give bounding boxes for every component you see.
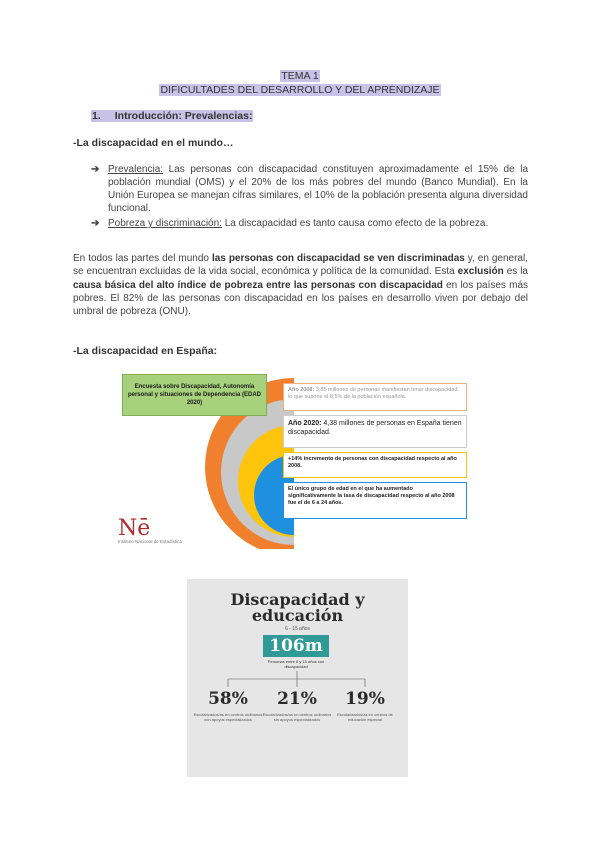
subheading-espana: -La discapacidad en España: — [73, 345, 218, 357]
subheading-mundo: -La discapacidad en el mundo… — [73, 137, 234, 149]
box-incremento: +14% incremento de personas con discapacidad respecto al año 2008. — [283, 452, 467, 478]
box-2008: Año 2008: 3,85 millones de personas manifiestan tener discapacidad lo que supone el 8,5% de la población española. — [283, 383, 467, 411]
stat-value: 58% — [208, 689, 248, 709]
total-desc: Personas entre 6 y 15 años con discapacidad — [267, 659, 325, 669]
stat-desc: Escolarizados/as en centros ordinarios sin apoyos especializados — [262, 712, 332, 722]
ine-logo: Nē Instituto Nacional de Estadística — [118, 516, 183, 544]
arrow-icon: ➔ — [91, 218, 100, 229]
tema-label: TEMA 1 — [281, 70, 319, 82]
connector-lines — [187, 579, 408, 777]
bullet-list — [91, 163, 528, 232]
paragraph-discriminacion: En todos las partes del mundo las personas con discapacidad se ven discriminadas y, en general, se encuentran excluidas de la vida social, económica y política de la comunidad. Esta exclusión es la causa básica del alto índice de pobreza entre las personas con discapacidad en los países más pobres. El 82% de las personas con discapacidad en los países en desarrollo viven por debajo del umbral de pobreza (ONU). — [73, 253, 529, 318]
stat-desc: Escolarizados/as en centros de educación especial — [337, 712, 393, 722]
arrow-icon: ➔ — [91, 164, 100, 175]
stat-value: 19% — [345, 689, 385, 709]
stat-value: 21% — [277, 689, 317, 709]
box-2020: Año 2020: 4,38 millones de personas en España tienen discapacidad. — [283, 415, 467, 448]
survey-title-box: Encuesta sobre Discapacidad, Autonomía personal y situaciones de Dependencia (EDAD 2020) — [122, 374, 267, 416]
figure-educacion — [187, 579, 408, 777]
bullet-prevalencia: ➔ Prevalencia: Las personas con discapacidad constituyen aproximadamente el 15% de la población mundial (OMS) y el 20% de los más pobres del mundo (Banco Mundial). En la Unión Europea se manejan cifras similares, el 10% de la población presenta alguna diversidad funcional. — [91, 164, 528, 214]
age-range: 6 - 15 años — [284, 626, 311, 632]
section-heading: 1. Introducción: Prevalencias: — [92, 110, 253, 122]
box-grupo-edad: El único grupo de edad en el que ha aumentado significativamente la tasa de discapacidad respecto al año 2008 fue el de 6 a 24 años. — [283, 482, 467, 519]
figure-edad-2020 — [118, 369, 468, 549]
figure-title-line2: educación — [251, 606, 344, 625]
figure-title-line1: Discapacidad y — [230, 590, 365, 609]
bullet-pobreza: ➔ Pobreza y discriminación: La discapacidad es tanto causa como efecto de la pobreza. — [91, 218, 489, 229]
stat-desc: Escolarizados/as en centros ordinarios con apoyos especializados — [193, 712, 263, 722]
document-title: DIFICULTADES DEL DESARROLLO Y DEL APRENDIZAJE — [160, 84, 440, 96]
total-badge: 106m — [263, 635, 329, 657]
